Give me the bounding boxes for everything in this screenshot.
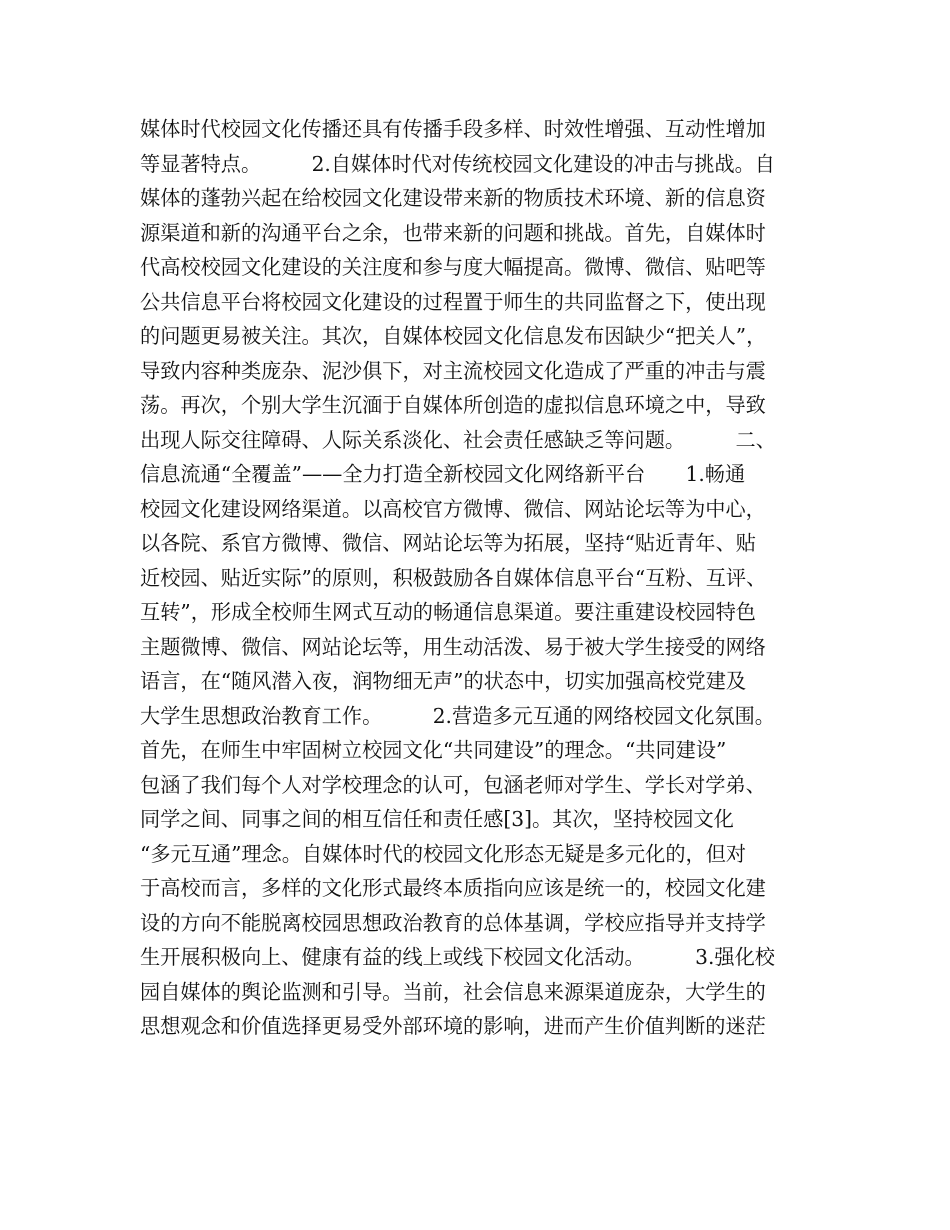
text-line: 首先，在师生中牢固树立校园文化“共同建设”的理念。“共同建设”	[140, 738, 727, 762]
text-line: 于高校而言，多样的文化形式最终本质指向应该是统一的，校园文化建	[140, 876, 766, 900]
text-line: 设的方向不能脱离校园思想政治教育的总体基调，学校应指导并支持学	[140, 910, 766, 935]
text-line: 公共信息平台将校园文化建设的过程置于师生的共同监督之下，使出现	[140, 289, 766, 314]
text-line: 媒体时代校园文化传播还具有传播手段多样、时效性增强、互动性增加	[140, 117, 766, 141]
text-line: 大学生思想政治教育工作。 2.营造多元互通的网络校园文化氛围。	[140, 703, 775, 728]
text-line: 导致内容种类庞杂、泥沙俱下，对主流校园文化造成了严重的冲击与震	[140, 358, 766, 383]
text-line: 近校园、贴近实际”的原则，积极鼓励各自媒体信息平台“互粉、互评、	[140, 565, 767, 590]
text-line: 等显著特点。 2.自媒体时代对传统校园文化建设的冲击与挑战。自	[140, 151, 775, 176]
text-line: 思想观念和价值选择更易受外部环境的影响，进而产生价值判断的迷茫	[140, 1014, 766, 1038]
text-line: 代高校校园文化建设的关注度和参与度大幅提高。微博、微信、贴吧等	[140, 255, 766, 279]
text-line: 的问题更易被关注。其次，自媒体校园文化信息发布因缺少“把关人”，	[140, 324, 767, 348]
body-text	[140, 112, 840, 1044]
text-line: 同学之间、同事之间的相互信任和责任感[3]。其次，坚持校园文化	[140, 807, 734, 831]
text-line: 生开展积极向上、健康有益的线上或线下校园文化活动。 3.强化校	[140, 945, 775, 969]
text-line: 信息流通“全覆盖”——全力打造全新校园文化网络新平台 1.畅通	[140, 462, 746, 486]
text-line: 互转”，形成全校师生网式互动的畅通信息渠道。要注重建设校园特色	[140, 600, 756, 624]
text-line: 媒体的蓬勃兴起在给校园文化建设带来新的物质技术环境、新的信息资	[140, 186, 766, 210]
text-line: 语言，在“随风潜入夜，润物细无声”的状态中，切实加强高校党建及	[140, 669, 747, 693]
text-line: 以各院、系官方微博、微信、网站论坛等为拓展，坚持“贴近青年、贴	[140, 531, 756, 555]
text-line: 出现人际交往障碍、人际关系淡化、社会责任感缺乏等问题。 二、	[140, 427, 776, 452]
text-line: 包涵了我们每个人对学校理念的认可，包涵老师对学生、学长对学弟、	[140, 772, 766, 797]
text-line: 荡。再次，个别大学生沉湎于自媒体所创造的虚拟信息环境之中，导致	[140, 393, 766, 417]
text-line: 园自媒体的舆论监测和引导。当前，社会信息来源渠道庞杂，大学生的	[140, 979, 766, 1004]
text-line: 主题微博、微信、网站论坛等，用生动活泼、易于被大学生接受的网络	[140, 634, 766, 659]
text-line: 源渠道和新的沟通平台之余，也带来新的问题和挑战。首先，自媒体时	[140, 220, 766, 245]
text-line: 校园文化建设网络渠道。以高校官方微博、微信、网站论坛等为中心，	[140, 496, 766, 521]
text-line: “多元互通”理念。自媒体时代的校园文化形态无疑是多元化的，但对	[140, 841, 747, 866]
